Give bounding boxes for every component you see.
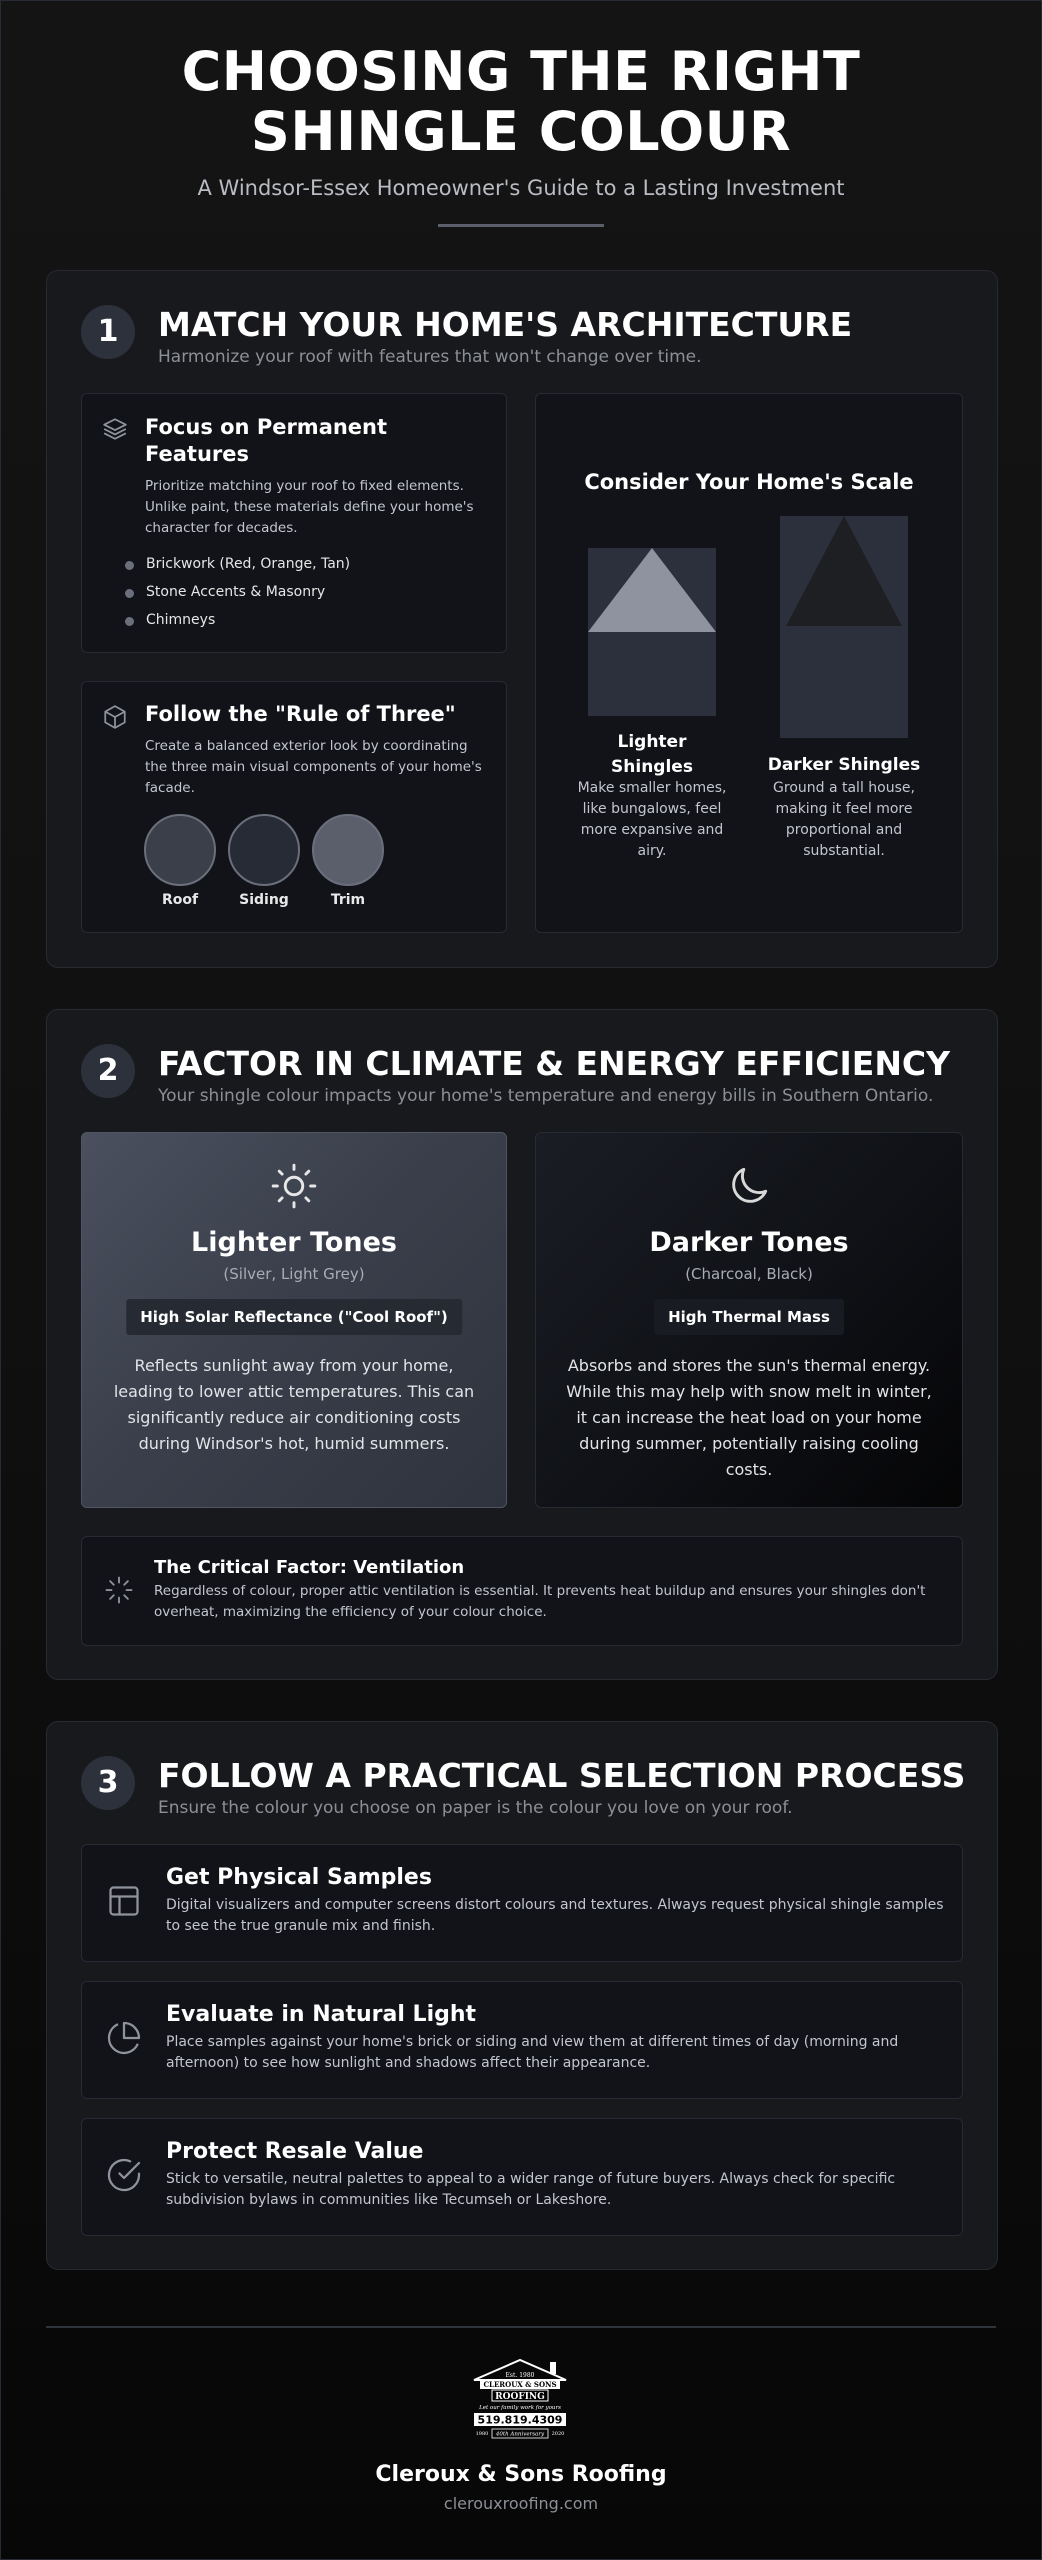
swatch-label: Siding — [239, 892, 289, 908]
section-number: 2 — [81, 1044, 135, 1098]
card-title: Focus on Permanent Features — [145, 415, 388, 466]
swatch-label: Trim — [330, 892, 366, 908]
darker-shingles-label: Darker Shingles — [767, 755, 921, 775]
sun-icon — [269, 1161, 319, 1211]
swatch-label: Roof — [161, 892, 199, 908]
card-text: Prioritize matching your roof to fixed elements. Unlike paint, these materials define your home's character for decades. — [145, 478, 474, 536]
step-title: Evaluate in Natural Light — [166, 2002, 477, 2027]
section-title: FOLLOW A PRACTICAL SELECTION PROCESS — [158, 1756, 966, 1795]
tone-description: Absorbs and stores the sun's thermal energy. While this may help with snow melt in winter, it can increase the heat load on your home during summer, potentially raising cooling costs. — [566, 1356, 932, 1479]
tone-title: Darker Tones — [649, 1227, 849, 1258]
card-title: The Critical Factor: Ventilation — [154, 1557, 465, 1578]
card-text: Regardless of colour, proper attic ventilation is essential. It prevents heat buildup and ensures your shingles don't overheat, maximizing the efficiency of your colour choice. — [154, 1583, 926, 1620]
darker-house-illustration — [780, 516, 908, 738]
lighter-shingles-desc: Make smaller homes, like bungalows, feel more expansive and airy. — [577, 780, 727, 859]
step-card — [81, 1844, 963, 1962]
svg-text:519.819.4309: 519.819.4309 — [477, 2413, 563, 2427]
svg-text:1980: 1980 — [475, 2431, 489, 2437]
company-logo — [470, 2358, 570, 2442]
layout-icon — [106, 1883, 142, 1919]
check-circle-icon — [106, 2157, 142, 2193]
step-card — [81, 1981, 963, 2099]
tone-tag: High Thermal Mass — [654, 1299, 844, 1335]
lighter-house-illustration — [588, 548, 716, 716]
moon-icon — [724, 1161, 774, 1211]
siding-swatch — [228, 814, 300, 886]
tone-tag: High Solar Reflectance ("Cool Roof") — [126, 1299, 462, 1335]
loader-icon — [104, 1575, 134, 1605]
section-climate — [46, 1009, 998, 1680]
darker-shingles-desc: Ground a tall house, making it feel more proportional and substantial. — [773, 780, 915, 859]
svg-text:CLEROUX & SONS: CLEROUX & SONS — [483, 2380, 557, 2389]
step-title: Get Physical Samples — [166, 1865, 432, 1890]
section-number: 1 — [81, 305, 135, 359]
page-title: CHOOSING THE RIGHT SHINGLE COLOUR — [181, 40, 861, 163]
section-subtitle: Your shingle colour impacts your home's temperature and energy bills in Southern Ontario. — [158, 1086, 934, 1106]
section-subtitle: Ensure the colour you choose on paper is the colour you love on your roof. — [158, 1798, 793, 1818]
section-title: FACTOR IN CLIMATE & ENERGY EFFICIENCY — [158, 1044, 951, 1083]
list-item: Stone Accents & Masonry — [146, 584, 326, 600]
step-title: Protect Resale Value — [166, 2139, 424, 2164]
section-subtitle: Harmonize your roof with features that won't change over time. — [158, 347, 702, 367]
company-name: Cleroux & Sons Roofing — [375, 2462, 667, 2487]
svg-text:Est. 1980: Est. 1980 — [505, 2372, 535, 2379]
card-text: Create a balanced exterior look by coordinating the three main visual components of your home's facade. — [145, 738, 482, 796]
step-text: Place samples against your home's brick or siding and view them at different times of day (morning and afternoon) to see how sunlight and shadows affect their appearance. — [166, 2034, 899, 2071]
pie-chart-icon — [106, 2020, 142, 2056]
section-selection-process — [46, 1721, 998, 2270]
tone-subtitle: (Charcoal, Black) — [685, 1265, 813, 1283]
darker-tones-card — [535, 1132, 963, 1508]
list-item: Brickwork (Red, Orange, Tan) — [146, 556, 351, 572]
tone-title: Lighter Tones — [191, 1227, 397, 1258]
layers-icon — [102, 416, 128, 442]
svg-text:Let our family work for yours: Let our family work for yours — [479, 2405, 561, 2411]
tone-description: Reflects sunlight away from your home, leading to lower attic temperatures. This can significantly reduce air conditioning costs during Windsor's hot, humid summers. — [113, 1356, 475, 1453]
svg-text:ROOFING: ROOFING — [495, 2392, 545, 2402]
svg-text:2020: 2020 — [551, 2431, 565, 2437]
step-text: Stick to versatile, neutral palettes to appeal to a wider range of future buyers. Always check for specific subdivision bylaws in communities like Tecumseh or Lakeshore. — [166, 2171, 896, 2208]
lighter-tones-card — [81, 1132, 507, 1508]
cube-icon — [102, 704, 128, 730]
footer-divider — [46, 2326, 996, 2328]
section-title: MATCH YOUR HOME'S ARCHITECTURE — [158, 305, 853, 344]
card-title: Follow the "Rule of Three" — [145, 702, 456, 726]
roof-swatch — [144, 814, 216, 886]
card-title: Consider Your Home's Scale — [584, 470, 914, 494]
company-website-link[interactable]: clerouxroofing.com — [443, 2494, 599, 2513]
permanent-features-card — [81, 393, 507, 653]
ventilation-card — [81, 1536, 963, 1646]
section-number: 3 — [81, 1756, 135, 1810]
step-text: Digital visualizers and computer screens distort colours and textures. Always request physical shingle samples to see the true granule mix and finish. — [166, 1897, 944, 1934]
lighter-shingles-label: Lighter Shingles — [611, 732, 693, 777]
section-architecture — [46, 270, 998, 968]
tone-subtitle: (Silver, Light Grey) — [223, 1265, 365, 1283]
rule-of-three-card — [81, 681, 507, 933]
trim-swatch — [312, 814, 384, 886]
home-scale-card — [535, 393, 963, 933]
step-card — [81, 2118, 963, 2236]
svg-text:40th Anniversary: 40th Anniversary — [495, 2431, 545, 2438]
list-item: Chimneys — [146, 612, 216, 628]
page-subtitle: A Windsor-Essex Homeowner's Guide to a Lasting Investment — [197, 176, 845, 200]
